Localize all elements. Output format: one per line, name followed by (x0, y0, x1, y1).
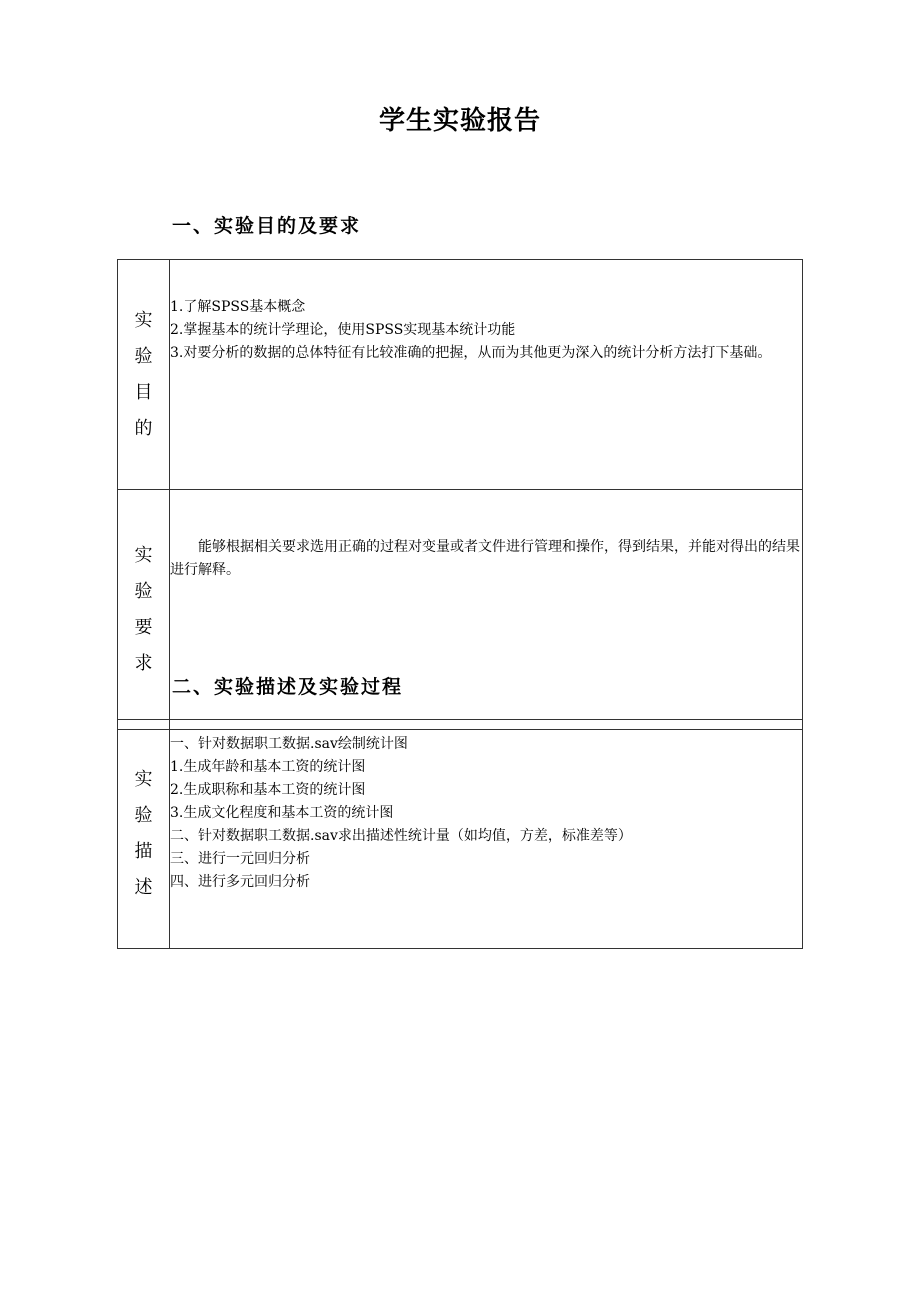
table-row-purpose (118, 260, 803, 490)
description-item: 四、进行多元回归分析 (170, 874, 310, 890)
purpose-label-char: 验 (134, 345, 153, 367)
requirement-label-char: 验 (134, 580, 153, 602)
document-title: 学生实验报告 (378, 106, 541, 136)
purpose-label-char: 目 (134, 381, 153, 403)
purpose-content-cell (170, 260, 803, 490)
description-table (117, 719, 803, 949)
description-item: 二、针对数据职工数据.sav求出描述性统计量（如均值，方差，标准差等） (170, 828, 632, 844)
section-heading-purpose: 一、实验目的及要求 (172, 215, 362, 237)
description-label-char: 述 (134, 877, 153, 898)
description-content-cell (170, 720, 803, 949)
description-item: 2.生成职称和基本工资的统计图 (170, 782, 366, 798)
purpose-label-char: 的 (134, 417, 153, 439)
requirement-label-char: 要 (134, 616, 153, 638)
description-label-char: 验 (134, 805, 153, 826)
description-label-char: 实 (134, 769, 153, 790)
purpose-label-char: 实 (134, 309, 153, 331)
purpose-item: 1.了解SPSS基本概念 (170, 299, 306, 315)
description-label-cell (118, 720, 170, 949)
table-row-description (118, 720, 803, 949)
requirement-label-cell (118, 490, 170, 730)
purpose-requirement-table (117, 259, 803, 730)
requirement-label-char: 求 (134, 652, 153, 674)
description-item: 3.生成文化程度和基本工资的统计图 (170, 805, 394, 821)
description-item: 三、进行一元回归分析 (170, 851, 310, 867)
description-item: 一、针对数据职工数据.sav绘制统计图 (170, 736, 408, 752)
purpose-label-cell (118, 260, 170, 490)
description-label-char: 描 (134, 841, 153, 862)
requirement-label-char: 实 (134, 544, 153, 566)
section-heading-description: 二、实验描述及实验过程 (172, 676, 404, 698)
purpose-item: 2.掌握基本的统计学理论，使用SPSS实现基本统计功能 (170, 322, 516, 338)
purpose-item: 3.对要分析的数据的总体特征有比较准确的把握，从而为其他更为深入的统计分析方法打下基础。 (170, 345, 772, 361)
description-item: 1.生成年龄和基本工资的统计图 (170, 759, 366, 775)
requirement-text: 能够根据相关要求选用正确的过程对变量或者文件进行管理和操作，得到结果，并能对得出的结果进行解释。 (170, 539, 800, 578)
